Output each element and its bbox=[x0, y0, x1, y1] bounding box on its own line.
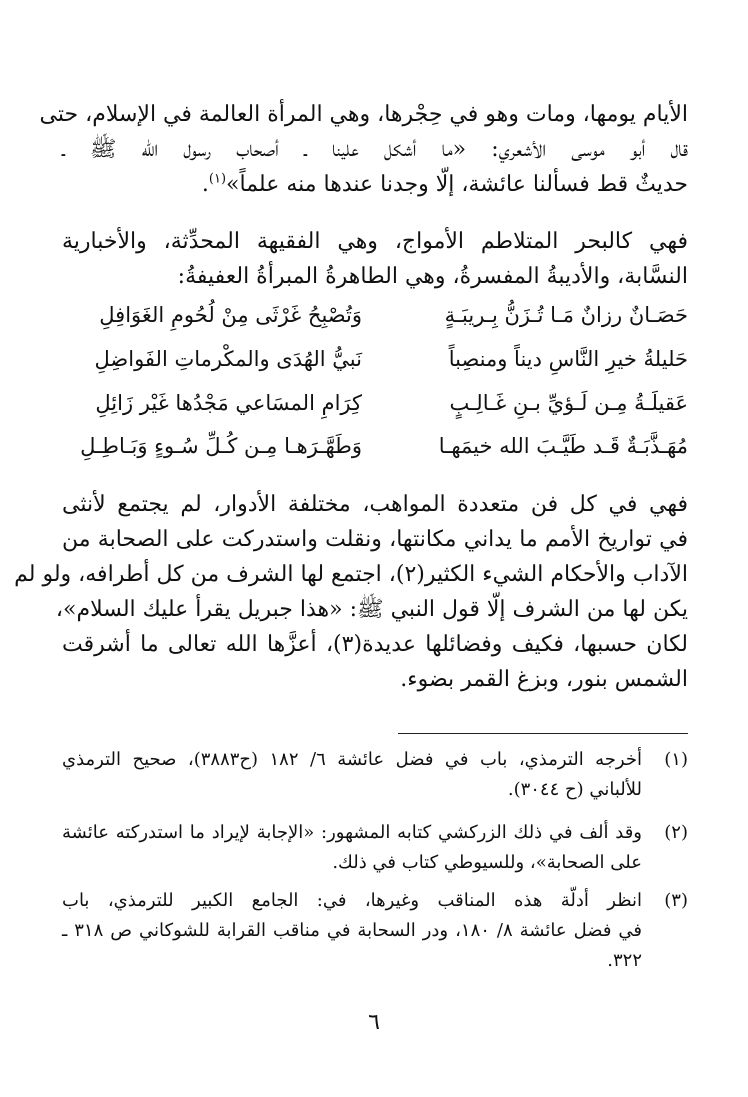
paragraph-2-line-1: فهي كالبحر المتلاطم الأمواج، وهي الفقيهة المحدِّثة، والأخبارية bbox=[62, 229, 688, 254]
poem-verse bbox=[62, 391, 688, 425]
paragraph-1-line-3-text: حديثٌ قط فسألنا عائشة، إلّا وجدنا عندها منه علماً» bbox=[226, 172, 688, 197]
verse-first-hemistich: حَليلةُ خيرِ النَّاسِ ديناً ومنصِباً bbox=[448, 347, 688, 371]
page-number: ٦ bbox=[368, 1010, 380, 1035]
paragraph-1-end: . bbox=[201, 172, 209, 197]
footnote-line: للألباني (ح ٣٠٤٤). bbox=[507, 779, 642, 800]
paragraph-3-line-4: يكن لها من الشرف إلّا قول النبي ﷺ: «هذا جبريل يقرأ عليك السلام»، bbox=[55, 597, 688, 622]
verse-second-hemistich: وَتُصْبِحُ غَرْثَى مِنْ لُحُومِ الغَوَافِلِ bbox=[99, 303, 362, 327]
footnote-ref-1: (١) bbox=[208, 171, 227, 187]
footnote-line: ٣٢٢. bbox=[607, 950, 642, 971]
footnote-line: على الصحابة»، وللسيوطي كتاب في ذلك. bbox=[332, 852, 642, 873]
footnote-2 bbox=[62, 818, 688, 878]
verse-first-hemistich: حَصَـانٌ رزانٌ مَـا تُـزَنُّ بِـريبَـةٍ bbox=[444, 303, 688, 327]
verse-first-hemistich: مُهَـذَّبَـةٌ قَـد طَيَّـبَ الله خيمَهـا bbox=[438, 434, 688, 458]
paragraph-1 bbox=[39, 97, 688, 202]
footnote-line: انظر أدلّة هذه المناقب وغيرها، في: الجامع الكبير للترمذي، باب bbox=[62, 890, 642, 911]
footnote-line: وقد ألف في ذلك الزركشي كتابه المشهور: «الإجابة لإيراد ما استدركته عائشة bbox=[62, 822, 642, 843]
poem-verse bbox=[62, 347, 688, 381]
paragraph-3-line-1: فهي في كل فن متعددة المواهب، مختلفة الأدوار، لم يجتمع لأنثى bbox=[62, 492, 688, 517]
paragraph-1-line-3 bbox=[62, 167, 688, 202]
paragraph-3-line-3: الآداب والأحكام الشيء الكثير(٢)، اجتمع لها الشرف من كل أطرافه، ولو لم bbox=[14, 562, 688, 587]
paragraph-2 bbox=[62, 224, 688, 294]
verse-first-hemistich: عَقيلَـةُ مِـن لَـؤيِّ بـنِ غَـالِـبٍ bbox=[449, 391, 688, 415]
footnote-line: في فضل عائشة ٨/ ١٨٠، ودر السحابة في مناقب القرابة للشوكاني ص ٣١٨ ـ bbox=[62, 920, 643, 941]
footnote-body bbox=[62, 745, 642, 805]
verse-second-hemistich: وَطَهَّـرَهـا مِـن كُـلِّ سُـوءٍ وَبَـاطِـلِ bbox=[80, 434, 362, 458]
paragraph-1-line-1: الأيام يومها، ومات وهو في حِجْرها، وهي المرأة العالمة في الإسلام، حتى bbox=[39, 102, 688, 127]
poem-verse bbox=[62, 303, 688, 337]
footnote-number: (١) bbox=[664, 749, 688, 770]
paragraph-3-line-6: الشمس بنور، وبزغ القمر بضوء. bbox=[400, 667, 688, 692]
footnote-1 bbox=[62, 745, 688, 805]
footnote-body bbox=[62, 818, 642, 878]
verse-second-hemistich: كِرَامِ المسَاعي مَجْدُها غَيْر زَائِلِ bbox=[95, 391, 362, 415]
paragraph-3-line-5: لكان حسبها، فكيف وفضائلها عديدة(٣)، أعزَّها الله تعالى ما أشرقت bbox=[62, 632, 689, 657]
footnote-number: (٣) bbox=[664, 890, 688, 911]
paragraph-3 bbox=[14, 487, 689, 697]
verse-second-hemistich: نَبيُّ الهُدَى والمكْرماتِ الفَواضِلِ bbox=[94, 347, 362, 371]
poem-verse bbox=[62, 434, 688, 468]
footnote-3 bbox=[62, 886, 688, 976]
paragraph-1-line-2: قال أبو موسى الأشعري: «ما أشكل علينا ـ أصحاب رسول الله ﷺ ـ bbox=[62, 137, 688, 162]
footnote-line: أخرجه الترمذي، باب في فضل عائشة ٦/ ١٨٢ (ح٣٨٨٣)، صحيح الترمذي bbox=[62, 749, 642, 770]
footnote-body bbox=[62, 886, 642, 976]
footnote-separator bbox=[398, 733, 688, 734]
footnote-number: (٢) bbox=[664, 822, 688, 843]
paragraph-2-line-2: النسَّابة، والأديبةُ المفسرةُ، وهي الطاهرةُ المبرأةُ العفيفةُ: bbox=[177, 264, 688, 289]
paragraph-3-line-2: في تواريخ الأمم ما يداني مكانتها، ونقلت واستدركت على الصحابة من bbox=[62, 527, 688, 552]
